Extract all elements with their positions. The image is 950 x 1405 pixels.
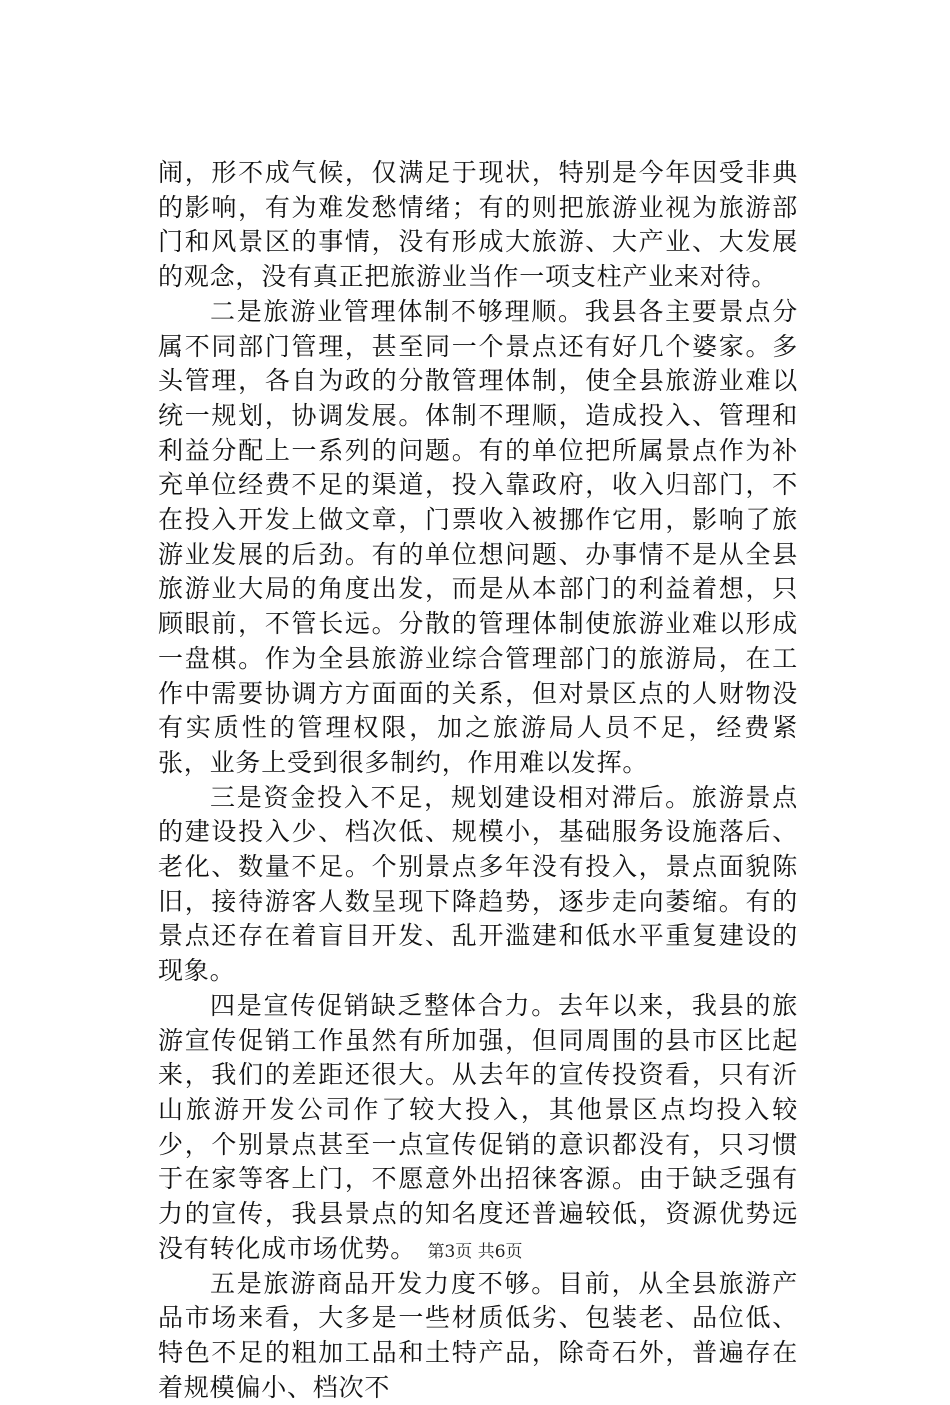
paragraph-promotion: 四是宣传促销缺乏整体合力。去年以来，我县的旅游宣传促销工作虽然有所加强，但同周围的县市区比起来，我们的差距还很大。从去年的宣传投资看，只有沂山旅游开发公司作了较大投入，其他景区点均投入较少，个别景点甚至一点宣传促销的意识都没有，只习惯于在家等客上门，不愿意外出招徕客源。由于缺乏强有力的宣传，我县景点的知名度还普遍较低，资源优势远没有转化成市场优势。: [158, 989, 798, 1267]
paragraph-products: 五是旅游商品开发力度不够。目前，从全县旅游产品市场来看，大多是一些材质低劣、包装老、品位低、特色不足的粗加工品和土特产品，除奇石外，普遍存在着规模偏小、档次不: [158, 1267, 798, 1405]
document-body: [158, 156, 798, 1405]
page-number-label: 第3页 共6页: [427, 1242, 522, 1262]
paragraph-continuation: 闹，形不成气候，仅满足于现状，特别是今年因受非典的影响，有为难发愁情绪；有的则把旅游业视为旅游部门和风景区的事情，没有形成大旅游、大产业、大发展的观念，没有真正把旅游业当作一项支柱产业来对待。: [158, 156, 798, 295]
page-footer: [0, 1240, 950, 1264]
paragraph-funding: 三是资金投入不足，规划建设相对滞后。旅游景点的建设投入少、档次低、规模小，基础服务设施落后、老化、数量不足。个别景点多年没有投入，景点面貌陈旧，接待游客人数呈现下降趋势，逐步走向萎缩。有的景点还存在着盲目开发、乱开滥建和低水平重复建设的现象。: [158, 781, 798, 989]
paragraph-management-system: 二是旅游业管理体制不够理顺。我县各主要景点分属不同部门管理，甚至同一个景点还有好几个婆家。多头管理，各自为政的分散管理体制，使全县旅游业难以统一规划，协调发展。体制不理顺，造成投入、管理和利益分配上一系列的问题。有的单位把所属景点作为补充单位经费不足的渠道，投入靠政府，收入归部门，不在投入开发上做文章，门票收入被挪作它用，影响了旅游业发展的后劲。有的单位想问题、办事情不是从全县旅游业大局的角度出发，而是从本部门的利益着想，只顾眼前，不管长远。分散的管理体制使旅游业难以形成一盘棋。作为全县旅游业综合管理部门的旅游局，在工作中需要协调方方面面的关系，但对景区点的人财物没有实质性的管理权限，加之旅游局人员不足，经费紧张，业务上受到很多制约，作用难以发挥。: [158, 295, 798, 781]
